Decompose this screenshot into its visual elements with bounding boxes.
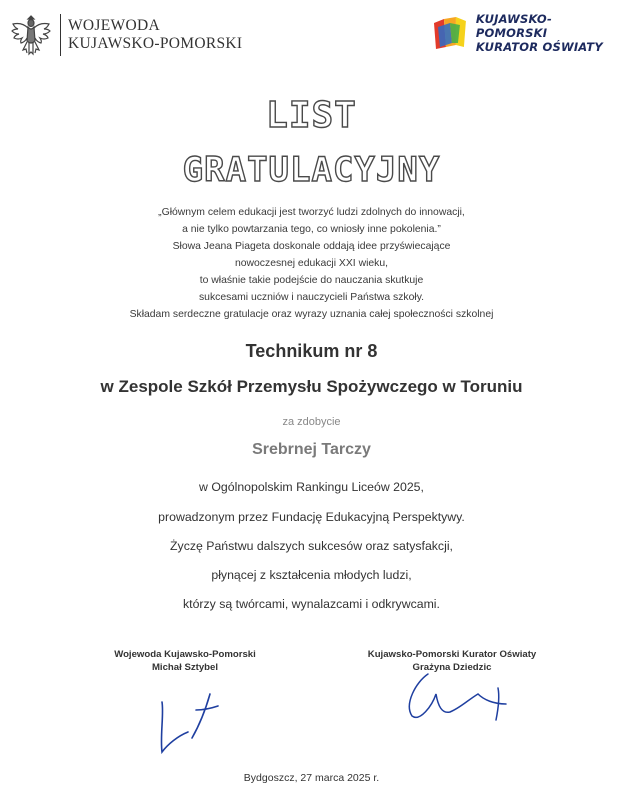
quote-line: sukcesami uczniów i nauczycieli Państwa szkoły.: [198, 292, 425, 303]
quote-line: nowoczesnej edukacji XXI wieku,: [234, 258, 389, 269]
voivode-title-line2: KUJAWSKO-POMORSKI: [68, 35, 243, 52]
award-name: Srebrnej Tarczy: [252, 441, 371, 458]
voivode-title: [68, 17, 242, 53]
kurator-title-line2: KURATOR OŚWIATY: [475, 40, 603, 54]
header-divider: [60, 14, 61, 56]
body-line: którzy są twórcami, wynalazcami i odkrywcami.: [183, 597, 440, 611]
school-name: Technikum nr 8: [245, 341, 378, 361]
quote-line: Słowa Jeana Piageta doskonale oddają idee przyświecające: [172, 241, 451, 252]
body-line: prowadzonym przez Fundację Edukacyjną Perspektywy.: [158, 510, 465, 524]
for-text: za zdobycie: [282, 416, 341, 428]
left-signatory: [90, 648, 280, 674]
quote-line: to właśnie takie podejście do nauczania skutkuje: [199, 275, 424, 286]
eagle-emblem-icon: [10, 12, 52, 58]
right-signatory-title: Kujawsko-Pomorski Kurator Oświaty: [367, 649, 537, 660]
body-line: Życzę Państwu dalszych sukcesów oraz satysfakcji,: [170, 539, 453, 553]
voivode-header: [10, 12, 242, 58]
left-signatory-name: Michał Sztybel: [151, 662, 219, 673]
kurator-title-line1: KUJAWSKO-POMORSKI: [475, 12, 553, 40]
right-signatory-name: Grażyna Dziedzic: [412, 662, 492, 673]
kurator-title: [476, 12, 623, 54]
book-logo-icon: [430, 13, 470, 53]
quote-line: a nie tylko powtarzania tego, co wniosły inne pokolenia.”: [182, 224, 441, 235]
right-signature-icon: [398, 664, 518, 724]
body-line: w Ogólnopolskim Rankingu Liceów 2025,: [199, 480, 424, 494]
quote-paragraph: [0, 204, 623, 323]
body-line: płynącej z kształcenia młodych ludzi,: [211, 568, 412, 582]
quote-line: Składam serdeczne gratulacje oraz wyrazy uznania całej społeczności szkolnej: [129, 309, 494, 320]
kurator-header: [430, 12, 623, 54]
voivode-title-line1: WOJEWODA: [68, 17, 160, 34]
left-signature-icon: [148, 688, 228, 758]
document-title-line1: LIST: [266, 95, 357, 136]
quote-line: „Głównym celem edukacji jest tworzyć ludzi zdolnych do innowacji,: [158, 207, 465, 218]
left-signatory-title: Wojewoda Kujawsko-Pomorski: [114, 649, 256, 660]
school-complex: w Zespole Szkół Przemysłu Spożywczego w Toruniu: [100, 377, 523, 396]
document-title-line2: GRATULACYJNY: [182, 150, 441, 190]
place-date: Bydgoszcz, 27 marca 2025 r.: [243, 772, 380, 784]
